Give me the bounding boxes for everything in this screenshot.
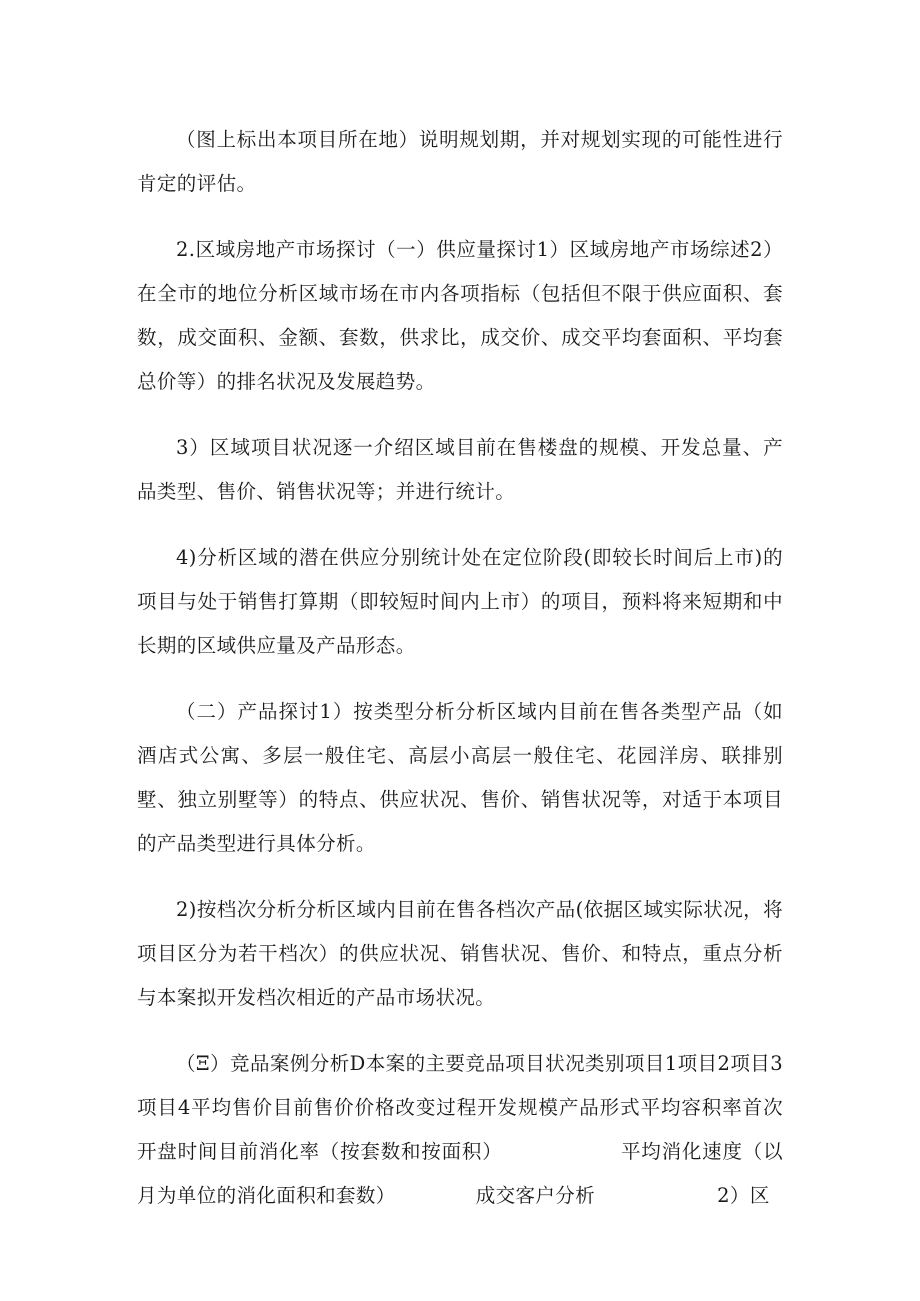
competitor-text-part1: （Ξ）竞品案例分析D本案的主要竞品项目状况类别项目1项目2项目3项目4平均售价目前售价价格改变过程开发规模产品形式平均容积率首次开盘时间目前消化率（按套数和按面积） [137,1052,783,1163]
paragraph-competitor-analysis [137,1042,783,1218]
paragraph-product-by-type: （二）产品探讨1）按类型分析分析区域内目前在售各类型产品（如酒店式公寓、多层一般住宅、高层小高层一般住宅、花园洋房、联排别墅、独立别墅等）的特点、供应状况、售价、销售状况等，对适于本项目的产品类型进行具体分析。 [137,700,783,855]
competitor-text-part4: 2）区 [717,1184,770,1207]
paragraph-potential-supply: 4)分析区域的潜在供应分别统计处在定位阶段(即较长时间后上市)的项目与处于销售打算期（即较短时间内上市）的项目，预料将来短期和中长期的区域供应量及产品形态。 [137,546,783,657]
paragraph-planning-evaluation: （图上标出本项目所在地）说明规划期，并对规划实现的可能性进行肯定的评估。 [137,128,783,195]
competitor-text-part2: 平均消化速度（以月为单位的消化面积和套数） [137,1140,784,1207]
paragraph-product-by-grade: 2)按档次分析分析区域内目前在售各档次产品(依据区域实际状况，将项目区分为若干档次）的供应状况、销售状况、售价、和特点，重点分析与本案拟开发档次相近的产品市场状况。 [137,898,783,1009]
paragraph-regional-projects: 3）区域项目状况逐一介绍区域目前在售楼盘的规模、开发总量、产品类型、售价、销售状况等；并进行统计。 [137,436,783,503]
competitor-text-part3: 成交客户分析 [475,1184,596,1207]
document-body [137,118,783,1218]
paragraph-regional-market-supply: 2.区域房地产市场探讨（一）供应量探讨1）区域房地产市场综述2）在全市的地位分析区域市场在市内各项指标（包括但不限于供应面积、套数，成交面积、金额、套数，供求比，成交价、成交平均套面积、平均套总价等）的排名状况及发展趋势。 [137,238,783,393]
